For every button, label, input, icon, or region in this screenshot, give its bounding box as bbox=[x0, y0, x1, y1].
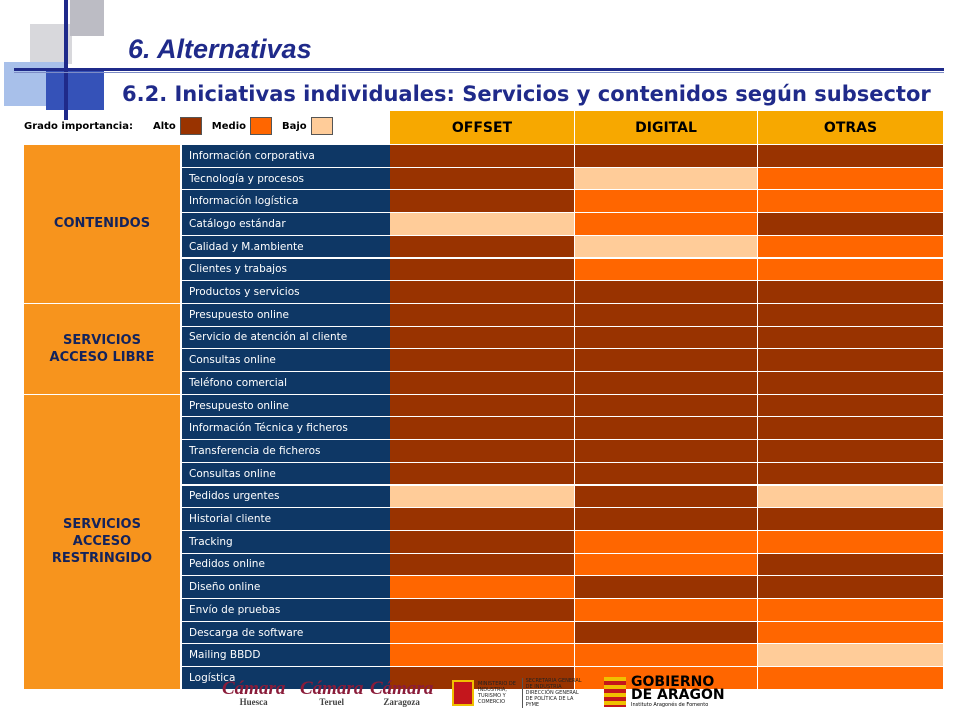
importance-cell-digital bbox=[575, 486, 758, 509]
gobierno-line2: DE ARAGON bbox=[631, 687, 725, 703]
importance-cell-otras bbox=[758, 463, 944, 486]
legend-swatch-alto bbox=[180, 117, 202, 135]
row-label: Historial cliente bbox=[182, 508, 390, 531]
importance-cell-offset bbox=[390, 531, 575, 554]
importance-cell-offset bbox=[390, 599, 575, 622]
ministerio-text: MINISTERIO DE INDUSTRIA, TURISMO Y COMERCIO bbox=[478, 681, 516, 705]
row-label: Consultas online bbox=[182, 349, 390, 372]
importance-cell-otras bbox=[758, 417, 944, 440]
importance-cell-otras bbox=[758, 327, 944, 350]
ministerio-logo bbox=[452, 678, 586, 708]
importance-cell-digital bbox=[575, 531, 758, 554]
row-label: Consultas online bbox=[182, 463, 390, 486]
importance-cell-digital bbox=[575, 463, 758, 486]
importance-cell-otras bbox=[758, 667, 944, 690]
row-label: Clientes y trabajos bbox=[182, 259, 390, 282]
importance-cell-otras bbox=[758, 190, 944, 213]
importance-cell-digital bbox=[575, 644, 758, 667]
importance-cell-otras bbox=[758, 554, 944, 577]
row-label: Información logística bbox=[182, 190, 390, 213]
importance-cell-otras bbox=[758, 576, 944, 599]
importance-cell-otras bbox=[758, 168, 944, 191]
importance-cell-offset bbox=[390, 372, 575, 395]
camara-teruel-logo bbox=[300, 679, 363, 707]
row-label: Presupuesto online bbox=[182, 304, 390, 327]
legend-swatch-bajo bbox=[311, 117, 333, 135]
row-label: Tracking bbox=[182, 531, 390, 554]
importance-cell-otras bbox=[758, 213, 944, 236]
column-header-offset: OFFSET bbox=[390, 111, 575, 144]
decor-square-gray bbox=[70, 0, 104, 36]
row-label: Pedidos urgentes bbox=[182, 486, 390, 509]
importance-cell-offset bbox=[390, 440, 575, 463]
importance-cell-offset bbox=[390, 644, 575, 667]
row-label: Diseño online bbox=[182, 576, 390, 599]
aragon-flag-icon bbox=[604, 677, 626, 707]
decor-vertical-line bbox=[64, 0, 68, 120]
group-label: SERVICIOS ACCESO RESTRINGIDO bbox=[24, 395, 180, 690]
legend-item-medio-label: Medio bbox=[211, 120, 246, 132]
row-label: Catálogo estándar bbox=[182, 213, 390, 236]
gobierno-line1: GOBIERNO bbox=[631, 674, 715, 690]
importance-cell-offset bbox=[390, 327, 575, 350]
importance-cell-digital bbox=[575, 622, 758, 645]
importance-cell-digital bbox=[575, 168, 758, 191]
row-label: Logística bbox=[182, 667, 390, 690]
camara-zaragoza-logo bbox=[370, 679, 433, 707]
importance-cell-digital bbox=[575, 440, 758, 463]
importance-cell-otras bbox=[758, 145, 944, 168]
importance-cell-digital bbox=[575, 304, 758, 327]
importance-cell-offset bbox=[390, 213, 575, 236]
row-label: Servicio de atención al cliente bbox=[182, 327, 390, 350]
row-label: Presupuesto online bbox=[182, 395, 390, 418]
importance-cell-digital bbox=[575, 417, 758, 440]
importance-cell-otras bbox=[758, 531, 944, 554]
camara-huesca-name: Cámara bbox=[222, 678, 286, 699]
row-label: Mailing BBDD bbox=[182, 644, 390, 667]
gobierno-aragon-logo bbox=[604, 676, 725, 708]
importance-cell-otras bbox=[758, 622, 944, 645]
importance-cell-otras bbox=[758, 599, 944, 622]
row-label: Teléfono comercial bbox=[182, 372, 390, 395]
importance-cell-offset bbox=[390, 576, 575, 599]
row-label: Tecnología y procesos bbox=[182, 168, 390, 191]
row-label: Envío de pruebas bbox=[182, 599, 390, 622]
camara-huesca-city: Huesca bbox=[239, 697, 268, 707]
importance-cell-digital bbox=[575, 372, 758, 395]
importance-cell-offset bbox=[390, 349, 575, 372]
importance-cell-offset bbox=[390, 417, 575, 440]
importance-cell-offset bbox=[390, 304, 575, 327]
importance-cell-digital bbox=[575, 281, 758, 304]
importance-cell-digital bbox=[575, 213, 758, 236]
row-label: Información Técnica y ficheros bbox=[182, 417, 390, 440]
importance-cell-otras bbox=[758, 281, 944, 304]
row-label: Transferencia de ficheros bbox=[182, 440, 390, 463]
importance-cell-offset bbox=[390, 486, 575, 509]
secretaria-text: SECRETARIA GENERAL DE INDUSTRIA DIRECCIÓN GENERAL DE POLÍTICA DE LA PYME bbox=[522, 678, 586, 708]
importance-cell-offset bbox=[390, 622, 575, 645]
camara-teruel-name: Cámara bbox=[300, 678, 364, 699]
row-label: Información corporativa bbox=[182, 145, 390, 168]
importance-cell-offset bbox=[390, 236, 575, 259]
importance-cell-offset bbox=[390, 395, 575, 418]
importance-cell-otras bbox=[758, 259, 944, 282]
row-label: Descarga de software bbox=[182, 622, 390, 645]
importance-cell-digital bbox=[575, 508, 758, 531]
importance-cell-digital bbox=[575, 327, 758, 350]
importance-cell-offset bbox=[390, 554, 575, 577]
decor-square-blue bbox=[46, 70, 104, 110]
importance-cell-digital bbox=[575, 190, 758, 213]
group-label: CONTENIDOS bbox=[24, 145, 180, 304]
importance-cell-offset bbox=[390, 259, 575, 282]
camara-zaragoza-name: Cámara bbox=[370, 678, 434, 699]
importance-cell-offset bbox=[390, 168, 575, 191]
camara-teruel-city: Teruel bbox=[319, 697, 345, 707]
gobierno-sub: Instituto Aragonés de Fomento bbox=[631, 702, 709, 708]
page-subtitle: 6.2. Iniciativas individuales: Servicios y contenidos según subsector bbox=[122, 82, 931, 106]
importance-cell-otras bbox=[758, 486, 944, 509]
importance-cell-digital bbox=[575, 259, 758, 282]
legend-item-alto-label: Alto bbox=[152, 120, 176, 132]
legend-label: Grado importancia: bbox=[24, 120, 133, 132]
importance-cell-otras bbox=[758, 304, 944, 327]
importance-cell-otras bbox=[758, 440, 944, 463]
importance-cell-otras bbox=[758, 644, 944, 667]
importance-cell-digital bbox=[575, 576, 758, 599]
importance-cell-otras bbox=[758, 508, 944, 531]
legend-item-bajo-label: Bajo bbox=[282, 120, 307, 132]
coat-of-arms-icon bbox=[452, 680, 474, 706]
camara-zaragoza-city: Zaragoza bbox=[383, 697, 420, 707]
importance-cell-offset bbox=[390, 508, 575, 531]
importance-cell-digital bbox=[575, 554, 758, 577]
importance-cell-digital bbox=[575, 236, 758, 259]
row-label: Productos y servicios bbox=[182, 281, 390, 304]
importance-cell-offset bbox=[390, 145, 575, 168]
importance-cell-digital bbox=[575, 349, 758, 372]
row-label: Pedidos online bbox=[182, 554, 390, 577]
decor-horizontal-line bbox=[14, 68, 944, 71]
camara-huesca-logo bbox=[222, 679, 285, 707]
decor-horizontal-line-thin bbox=[14, 72, 944, 73]
importance-cell-offset bbox=[390, 190, 575, 213]
importance-cell-digital bbox=[575, 395, 758, 418]
importance-cell-digital bbox=[575, 599, 758, 622]
importance-cell-otras bbox=[758, 372, 944, 395]
importance-legend bbox=[24, 117, 343, 135]
importance-cell-digital bbox=[575, 145, 758, 168]
column-header-otras: OTRAS bbox=[758, 111, 944, 144]
importance-cell-otras bbox=[758, 395, 944, 418]
importance-cell-otras bbox=[758, 349, 944, 372]
importance-cell-otras bbox=[758, 236, 944, 259]
legend-swatch-medio bbox=[250, 117, 272, 135]
row-label: Calidad y M.ambiente bbox=[182, 236, 390, 259]
page-title: 6. Alternativas bbox=[128, 34, 312, 64]
importance-cell-offset bbox=[390, 281, 575, 304]
importance-cell-offset bbox=[390, 463, 575, 486]
column-header-digital: DIGITAL bbox=[575, 111, 758, 144]
group-label: SERVICIOS ACCESO LIBRE bbox=[24, 304, 180, 395]
